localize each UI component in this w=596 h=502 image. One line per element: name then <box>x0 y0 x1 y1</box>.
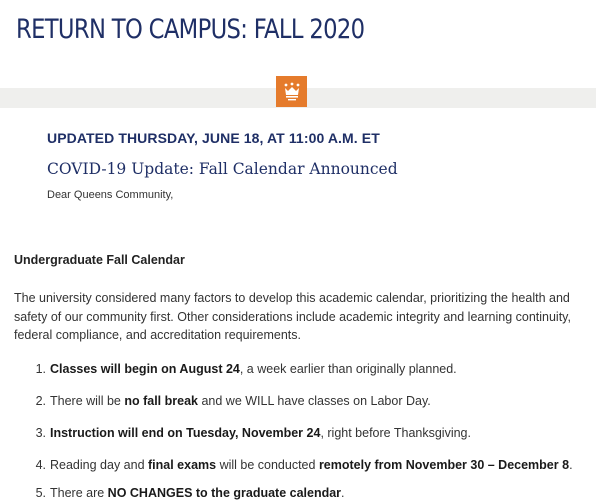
list-text: . <box>341 486 345 500</box>
list-number: 4. <box>35 458 46 472</box>
section-title: Undergraduate Fall Calendar <box>14 253 185 267</box>
list-text: , a week earlier than originally planned. <box>239 362 457 376</box>
list-text: There will be <box>50 394 125 408</box>
updated-timestamp: UPDATED THURSDAY, JUNE 18, AT 11:00 A.M. ET <box>47 130 380 146</box>
list-number: 3. <box>35 426 46 440</box>
list-number: 2. <box>35 394 46 408</box>
list-bold-text: final exams <box>148 458 217 472</box>
list-number: 1. <box>35 362 46 376</box>
list-text: Reading day and <box>50 458 148 472</box>
list-bold-text: Classes will begin on August 24 <box>50 362 240 376</box>
intro-paragraph: The university considered many factors to develop this academic calendar, prioritizing the health and safety of our community first. Other considerations include academic integrity and learning continuity, federal compliance, and accreditation requirements. <box>14 291 571 342</box>
greeting: Dear Queens Community, <box>47 189 174 201</box>
list-text: will be conducted <box>216 458 319 472</box>
update-headline: COVID-19 Update: Fall Calendar Announced <box>47 160 398 178</box>
list-bold-text: NO CHANGES to the graduate calendar <box>107 486 342 500</box>
list-number: 5. <box>35 486 46 500</box>
list-bold-text: remotely from November 30 – December 8 <box>318 458 570 472</box>
list-text: , right before Thanksgiving. <box>320 426 471 440</box>
crown-icon <box>283 82 301 102</box>
list-text: There are <box>50 486 108 500</box>
page-title: RETURN TO CAMPUS: FALL 2020 <box>16 14 365 45</box>
list-bold-text: no fall break <box>124 394 198 408</box>
list-text: . <box>569 458 573 472</box>
university-logo[interactable] <box>276 76 307 107</box>
list-bold-text: Instruction will end on Tuesday, November 24 <box>50 426 321 440</box>
list-text: and we WILL have classes on Labor Day. <box>197 394 431 408</box>
